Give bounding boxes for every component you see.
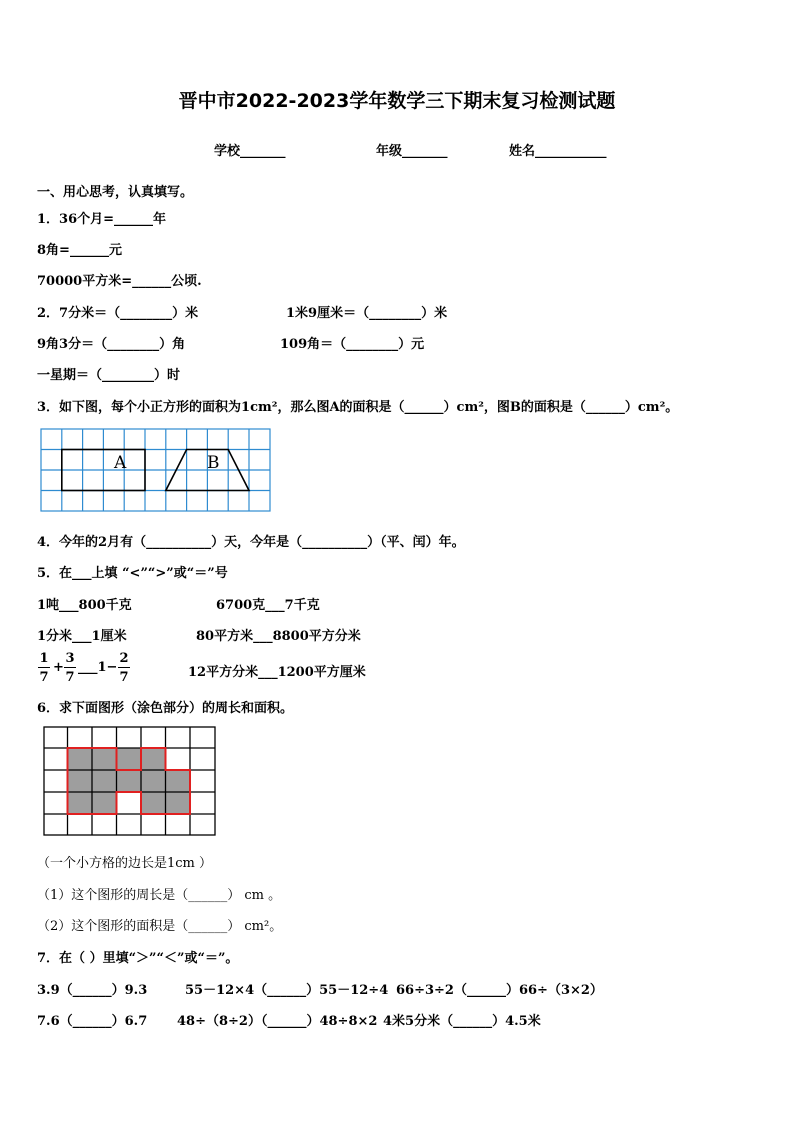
name-field: 姓名___________ (509, 144, 607, 159)
figure-b-label: B (207, 453, 220, 473)
question-3-grid-figure (40, 428, 272, 514)
fraction-1-bar (38, 667, 50, 668)
question-5-e: 12平方分米___1200平方厘米 (188, 665, 366, 680)
question-7-e: 48÷（8÷2）（______）48÷8×2 (177, 1014, 378, 1029)
question-5-text: 5．在___上填 “<”“>”或“＝”号 (37, 566, 228, 581)
fraction-3-denominator: 7 (119, 670, 129, 685)
question-5-d: 80平方米___8800平方分米 (196, 629, 361, 644)
question-7-d: 7.6（______）6.7 (37, 1014, 148, 1029)
question-7-a: 3.9（______）9.3 (37, 983, 148, 998)
question-5-b: 6700克___7千克 (216, 598, 320, 613)
question-4-text: 4．今年的2月有（__________）天，今年是（__________）（平、闰）年。 (37, 535, 465, 550)
question-7-f: 4米5分米（______）4.5米 (383, 1014, 541, 1029)
question-1-line-2: 8角=______元 (37, 243, 122, 258)
question-1-line-1: 1．36个月=______年 (37, 212, 167, 227)
school-field: 学校_______ (214, 144, 286, 159)
question-6-text: 6．求下面图形（涂色部分）的周长和面积。 (37, 701, 294, 716)
fraction-2-bar (64, 667, 76, 668)
question-3-text: 3．如下图，每个小正方形的面积为1cm²，那么图A的面积是（______）cm²，图B的面积是（______）cm²。 (37, 400, 679, 415)
fraction-compare-blank: ___1− (78, 660, 118, 675)
fraction-1-denominator: 7 (39, 670, 49, 685)
question-1-line-3: 70000平方米=______公顷. (37, 274, 202, 289)
fraction-3-numerator: 2 (119, 651, 129, 666)
question-6-note: （一个小方格的边长是1cm ） (37, 856, 213, 871)
question-2-a: 2．7分米＝（________）米 (37, 306, 199, 321)
question-7-text: 7．在（ ）里填“＞”“＜”或“＝”。 (37, 951, 239, 966)
question-2-b: 1米9厘米＝（________）米 (286, 306, 448, 321)
section-heading: 一、用心思考，认真填写。 (37, 185, 194, 200)
question-7-c: 66÷3÷2（______）66÷（3×2） (396, 983, 603, 998)
fraction-2-numerator: 3 (65, 651, 75, 666)
plus-sign: + (53, 660, 64, 675)
question-6-part-1: （1）这个图形的周长是（______） cm 。 (37, 888, 282, 903)
question-6-part-2: （2）这个图形的面积是（______） cm²。 (37, 919, 283, 934)
figure-a-label: A (114, 453, 127, 473)
page-title: 晋中市2022-2023学年数学三下期末复习检测试题 (178, 90, 616, 112)
question-7-b: 55－12×4（______）55－12÷4 (185, 983, 389, 998)
fraction-3-bar (118, 667, 130, 668)
fraction-1-numerator: 1 (39, 651, 49, 666)
question-2-c: 9角3分＝（________）角 (37, 337, 186, 352)
question-2-e: 一星期＝（________）时 (37, 368, 181, 383)
fraction-2-denominator: 7 (65, 670, 75, 685)
question-5-c: 1分米___1厘米 (37, 629, 127, 644)
shaded-shape (68, 748, 191, 814)
grade-field: 年级_______ (376, 144, 448, 159)
question-6-grid-figure (43, 726, 218, 836)
question-5-a: 1吨___800千克 (37, 598, 132, 613)
question-2-d: 109角＝（________）元 (280, 337, 425, 352)
